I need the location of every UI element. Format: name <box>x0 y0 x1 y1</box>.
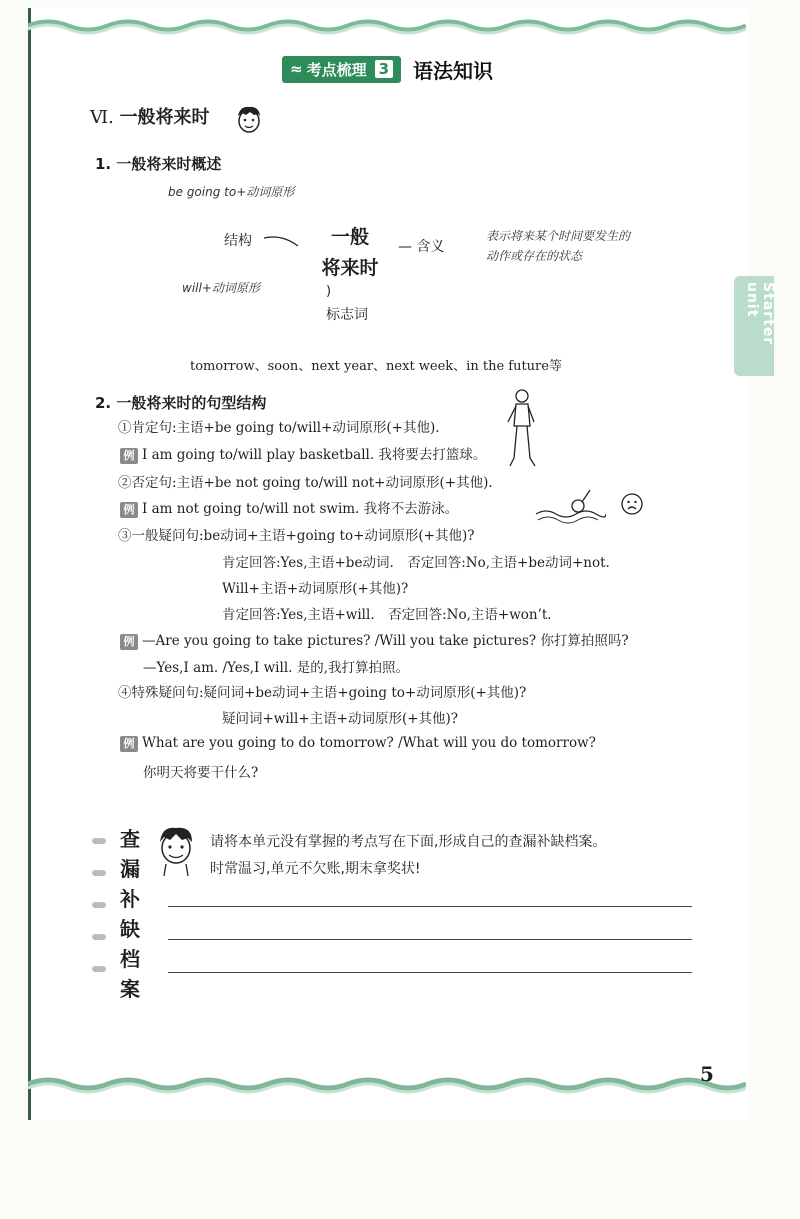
example-4-text-a: What are you going to do tomorrow? /What will you do tomorrow? <box>142 735 596 751</box>
example-mark: 例 <box>120 502 138 518</box>
checklist-title <box>112 824 148 1004</box>
section-header <box>282 56 493 82</box>
connector-structure <box>262 230 302 250</box>
binder-ring <box>92 838 106 844</box>
checklist-char: 补 <box>120 887 140 911</box>
checklist-char: 缺 <box>120 917 140 941</box>
will-question: Will+主语+动词原形(+其他)? <box>222 581 409 597</box>
checklist-instruction-2: 时常温习,单元不欠账,期末拿奖状! <box>210 861 421 877</box>
basketball-player-illustration <box>502 386 542 470</box>
rule-affirmative: ①肯定句:主语+be going to/will+动词原形(+其他). <box>118 420 440 436</box>
example-2 <box>120 497 458 518</box>
signal-connector: ) <box>326 284 332 299</box>
answer-be: 肯定回答:Yes,主语+be动词. 否定回答:No,主语+be动词+not. <box>222 555 610 571</box>
binder-ring <box>92 902 106 908</box>
example-mark: 例 <box>120 634 138 650</box>
checklist-char: 档 <box>120 947 140 971</box>
structure-label: 结构 <box>224 233 252 249</box>
badge-number: 3 <box>375 60 393 78</box>
example-2-text: I am not going to/will not swim. 我将不去游泳。 <box>142 501 459 517</box>
wave-icon: ≈ <box>290 60 303 78</box>
structure-be-going-to: be going to+动词原形 <box>168 185 295 199</box>
checklist-char: 查 <box>120 827 140 851</box>
writing-line[interactable] <box>168 972 692 973</box>
example-1-text: I am going to/will play basketball. 我将要去打篮球。 <box>142 447 487 463</box>
example-3-text-a: —Are you going to take pictures? /Will you take pictures? 你打算拍照吗? <box>142 633 629 649</box>
top-wave-border <box>28 14 746 36</box>
binder-ring <box>92 870 106 876</box>
diagram-center <box>310 222 390 280</box>
binder-ring <box>92 966 106 972</box>
example-4-text-b: 你明天将要干什么? <box>143 765 259 781</box>
meaning-label: 含义 <box>416 239 445 255</box>
example-mark: 例 <box>120 448 138 464</box>
example-4 <box>120 735 596 752</box>
checklist-char: 漏 <box>120 857 140 881</box>
signal-words: tomorrow、soon、next year、next week、in the future等 <box>190 359 562 374</box>
unit-side-tab <box>734 276 774 376</box>
checklist-instruction-1: 请将本单元没有掌握的考点写在下面,形成自己的查漏补缺档案。 <box>210 834 607 850</box>
example-3-text-b: —Yes,I am. /Yes,I will. 是的,我打算拍照。 <box>143 660 410 676</box>
writing-line[interactable] <box>168 906 692 907</box>
center-line-2: 将来时 <box>321 257 379 279</box>
side-tab-label: Starter unit <box>744 282 776 346</box>
subheading-overview: 1. 一般将来时概述 <box>95 155 222 173</box>
section-title: 语法知识 <box>413 58 494 83</box>
swimmer-illustration <box>534 484 606 526</box>
boy-face-icon <box>234 104 264 138</box>
meaning-label-wrap: — 含义 <box>398 239 445 255</box>
rule-wh-question: ④特殊疑问句:疑问词+be动词+主语+going to+动词原形(+其他)? <box>118 685 527 701</box>
bottom-wave-border <box>28 1074 746 1096</box>
meaning-line-1: 表示将来某个时间要发生的 <box>486 229 631 243</box>
meaning-text <box>486 226 630 266</box>
badge-label: 考点梳理 <box>306 60 367 79</box>
example-mark: 例 <box>120 736 138 752</box>
signal-label: 标志词 <box>326 307 368 323</box>
rule-yes-no-question: ③一般疑问句:be动词+主语+going to+动词原形(+其他)? <box>118 528 475 544</box>
page-number: 5 <box>700 1062 714 1086</box>
roman-numeral: Ⅵ. <box>90 107 114 128</box>
section-badge <box>282 56 401 83</box>
meaning-line-2: 动作或存在的状态 <box>486 249 583 263</box>
writing-line[interactable] <box>168 939 692 940</box>
answer-will: 肯定回答:Yes,主语+will. 否定回答:No,主语+won’t. <box>222 607 552 623</box>
subheading-structures: 2. 一般将来时的句型结构 <box>95 394 267 412</box>
sad-face-icon <box>620 492 644 516</box>
checklist-char: 案 <box>120 977 140 1001</box>
example-3 <box>120 629 629 650</box>
roman-title: 一般将来时 <box>119 107 210 128</box>
structure-will: will+动词原形 <box>182 281 260 295</box>
center-line-1: 一般 <box>330 226 369 248</box>
rule-wh-question-will: 疑问词+will+主语+动词原形(+其他)? <box>222 711 459 727</box>
heading-roman <box>90 103 210 129</box>
boy-avatar-illustration <box>154 824 198 878</box>
example-1 <box>120 443 486 464</box>
rule-negative: ②否定句:主语+be not going to/will not+动词原形(+其他). <box>118 475 493 491</box>
binder-ring <box>92 934 106 940</box>
